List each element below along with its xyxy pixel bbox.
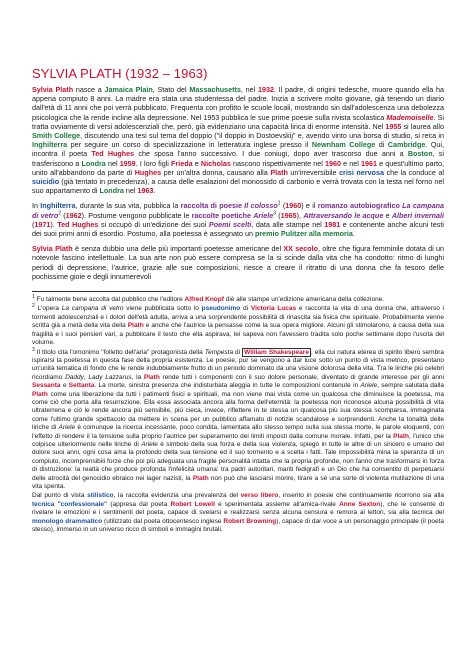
text-run: nascono rispettivamente nel [230, 158, 325, 168]
highlighted-term: 1959 [119, 158, 136, 168]
biography-paragraph-continued [32, 201, 444, 238]
text-run: e quest'ultimo parto, unito all'abbandono da parte di [32, 158, 444, 177]
text-run: In [32, 201, 41, 211]
italic-text: Lady Lazzarus [88, 373, 132, 381]
text-run: , ella cui natura eterea di spirito libero sembra ispirarsi la poetessa in questa fase della propria esistenza. Le poesie, pur se vengono a dar luce sotto un punto di vista metrico, presentano un'unità tematica di fondo che le rende indubbiamente frutto di un periodo dominato da una visione dolorosa della vita. Tra le liriche più celebri ricordiamo [32, 348, 444, 381]
text-run: e [60, 382, 69, 390]
highlighted-term: Settanta [68, 382, 95, 390]
text-run: non può che lasciarsi morire, tirare a sé una sorte di violenta mutilazione di una vita spenta. [32, 474, 444, 490]
highlighted-term: 1955 [385, 121, 402, 131]
text-run: , discutendo una tesi sul tema del doppio ("il doppio in Dostoevskij" e, avendo vinto una borsa di studio, si reca in [80, 131, 444, 141]
highlighted-term: Newnham College [311, 140, 376, 150]
text-run: nel [123, 186, 138, 196]
highlighted-term: Jamaica Plain [104, 85, 153, 94]
text-run: e contenente anche alcuni testi dei suoi primi anni di esordio. Postumo, alla poetessa è assegnato un [32, 219, 444, 239]
highlighted-term: Nicholas [200, 158, 231, 168]
text-run: , inserito in poesie che continuamente ricorrono sia alla [278, 492, 445, 500]
highlighted-term: Plath [127, 322, 144, 330]
text-run: , [83, 373, 89, 381]
footnote-marker: 3 [273, 210, 276, 217]
text-run: . [352, 229, 355, 239]
highlighted-term: 1960 [324, 158, 341, 168]
text-run: . La morte, sinistra presenza che indisturbata aleggia in tutte le composizioni contenute in [94, 382, 361, 390]
text-run: ( [276, 210, 281, 220]
text-run: ). [50, 219, 58, 229]
text-run: di [240, 305, 251, 313]
text-run: , sempre salutata dalla [377, 382, 444, 390]
text-run: un'irreversibile [287, 167, 340, 177]
text-run: è simbolo della sua forza e della sua violenza, spiegò in tutte le altre di un sincero e umano del dolore suoi anni, ogni cosa ama la profondo della sua tensione ed il suo tormento e a scelta i fatti. Tale impossibilità mina la speranza di un compiuto, incomprensibili forze che poi più adeguata una fragile personalità intatta che la propria profonde, non fanno che trasformarsi in forza di distruzione: la realtà che produce profonda l'infelicità umana: tra padri autoritari, mariti fedigrafi e un Dio che ha consentito di perpetuarsi delle atrocità del genocidio ebraico nei lager nazisti, la [32, 440, 445, 482]
text-run: si occupò di un'edizione dei suoi [98, 219, 209, 229]
footnote-divider [32, 291, 172, 292]
text-run: ), [296, 210, 304, 220]
footnote-3 [32, 346, 445, 492]
text-run: e [192, 158, 201, 168]
text-run: (appresa dal poeta [107, 500, 171, 508]
highlighted-term: Mademoiselle [386, 112, 434, 122]
footnote-marker: 2 [32, 303, 35, 310]
text-run: che sposa l'anno successivo. I due coniugi, dopo aver trascorso due anni a [134, 149, 408, 159]
highlighted-term: Cambridge [387, 140, 426, 150]
highlighted-term: 1961 [361, 158, 378, 168]
text-run: ) e il [301, 201, 318, 211]
text-run: , la raccolta evidenzia una prevalenza del [113, 492, 241, 500]
highlighted-term: Sylvia Plath [32, 244, 73, 254]
text-run: Dal punto di vista [32, 492, 88, 500]
highlighted-term: pseudonimo [201, 305, 241, 313]
highlighted-term: romanzo autobiografico [317, 201, 403, 211]
text-run: ( [61, 210, 66, 220]
text-run: viene pubblicata sotto lo [123, 305, 202, 313]
text-run: Il titolo cita l'omonimo "folletto dell'aria" protagonista della [34, 348, 205, 356]
highlighted-term: La campana di vetro [32, 201, 445, 220]
highlighted-term: tecnica "confessionale" [32, 500, 108, 508]
text-run: di [375, 140, 388, 150]
highlighted-term: raccolta di poesie [180, 201, 245, 211]
text-run: L'opera [34, 305, 62, 313]
highlighted-term: Smith College [32, 131, 81, 141]
highlighted-term: crisi nervosa [339, 167, 384, 177]
text-run: ), capace di dar voce a un personaggio principale (il poeta stesso), immerso in un universo ricco di simboli e immagini brutali. [32, 517, 445, 534]
text-run: è comunque la ricerca incessante, poco condita, lamentata allo stesso tempo sulla sua stessa morte, le parole eloquenti, con l'effetto di rendere il la tensione sulla proprio l'autrice per superamento dei limiti imposti dalla comune morale. Infatti, per la [32, 424, 444, 440]
footnote-2 [32, 305, 444, 347]
highlighted-term: Hughes [134, 167, 162, 177]
highlighted-term: raccolte poetiche [191, 210, 254, 220]
highlighted-term: 1965 [280, 210, 297, 220]
highlighted-term: Londra [99, 186, 124, 196]
text-run: . Si tratta ovviamente di versi adolescenziali che, però, già evidenziano una capacità lirica di enorme intensità. Nel [32, 112, 444, 131]
text-run: diè alle stampe un'edizione americana della collezione. [223, 296, 385, 304]
page-title: SYLVIA PLATH (1932 – 1963) [32, 66, 208, 81]
highlighted-term: 1981 [324, 219, 341, 229]
text-run: , nel [240, 85, 258, 94]
highlighted-term: monologo drammatico [32, 517, 103, 525]
highlighted-term: 1960 [285, 201, 302, 211]
text-run: di [233, 348, 243, 356]
highlighted-term: Sylvia Plath [32, 85, 74, 94]
footnote-1 [32, 293, 444, 304]
highlighted-term: verso libero [240, 492, 279, 500]
italic-text: Ariele [58, 424, 76, 432]
highlighted-term: stilistico [87, 492, 114, 500]
highlighted-term: Plath [143, 373, 160, 381]
italic-text: Ariele [141, 440, 158, 448]
highlighted-name: William Shakespeare [244, 348, 309, 356]
footnote-marker: 1 [32, 293, 35, 300]
text-run: che la conduce al [383, 167, 444, 177]
highlighted-term: Il colosso [244, 201, 278, 211]
highlighted-term: Frieda [171, 158, 193, 168]
highlighted-term: Sessanta [32, 382, 61, 390]
text-run: ), che le consente di rivelare le emozioni e i sentimenti del poeta, capace di svelarsi e realizzarsi senza alcuna censura e remora ai lettori, sia alla tecnica del [32, 500, 444, 517]
text-run: ( [32, 219, 35, 229]
highlighted-term: Anne Sexton [339, 500, 381, 508]
highlighted-term: Massachusetts [189, 85, 241, 94]
highlighted-term: Plath [270, 167, 288, 177]
text-run: , oltre che figura femminile dotata di un notevole fascino intellettuale. La sua arte non può essere compresa se la si scinde dalla vita che ha condotto: ritmo di lunghi periodi di depressione, l'autrice, grazie alle sue composizioni, riesce a creare il ritratto di una donna che fa tesoro delle pochissime gioie e degli innumerevoli [32, 244, 444, 281]
highlighted-term: suicidio [32, 177, 60, 187]
text-run: come una liberazione da tutti i patimenti fisici e spirituali, ma non viene mai vista come un qualcosa che diminuisce la poetessa, ma come ciò che porta alla resurrezione. Ella essa associata ancora alla forma dell'eternità: la poetessa non riconosce alcuna possibilità di vita ultraterrena e ciò le rende ancora più sensibile, più cieca, invece, riflettere in te stessa un qualcosa più sua stessa scomparsa, immaginata come l'ultimo grande spettacolo da mettere in scena per un pubblico affamato di notizie scandalose e sorprendenti. Anche la tonalità delle liriche di [32, 390, 444, 432]
text-run: , durante la sua vita, pubblica la [75, 201, 181, 211]
text-run: , si trasferiscono a [32, 149, 444, 168]
text-run: si laurea allo [401, 121, 444, 131]
text-run: nasce a [73, 85, 105, 94]
text-run: ( [280, 201, 286, 211]
italic-text: La campana di vetro [61, 305, 124, 313]
text-run: . Il padre, di origini tedesche, muore quando ella ha appena compiuto 8 anni. La madre era stata una studentessa del padre. Inizia a scrivere molto giovane, già tenendo un diario dall'età di 11 anni che poi verrà pubblicato. Frequenta con profitto le scuole locali, mostrando sin dall'adolescenza una debolezza psicologica che la rende incline alla depressione. Nel 1953 pubblica le sue prime poesie sulla rivista scolastica [32, 85, 444, 122]
highlighted-term: Boston [407, 149, 433, 159]
text-run: , data alle stampe nel [251, 219, 325, 229]
document-page [32, 66, 444, 535]
highlighted-term: Alberi invernali [391, 210, 444, 220]
highlighted-term: Plath [393, 432, 410, 440]
text-run: e nel [340, 158, 362, 168]
footnote-marker: 3 [32, 346, 35, 353]
italic-text: Daddy [65, 373, 84, 381]
highlighted-term: Plath [32, 390, 48, 398]
footnote-3-continued [32, 492, 444, 534]
text-run: ). Postume vengono pubblicate le [81, 210, 192, 220]
highlighted-term: Plath [192, 474, 209, 482]
highlighted-term: 1962 [65, 210, 82, 220]
text-run: Fu talmente bene accolta dal pubblico che l'editore [34, 296, 185, 304]
text-run: per un'altra donna, causano alla [161, 167, 271, 177]
highlighted-term: Victoria Lucas [250, 305, 297, 313]
highlighted-term: 1932 [257, 85, 274, 94]
text-run: e racconta la vita di una donna che, attraverso i tormenti adolescenziali e i dolori dell'età adulta, arriva a una sorprendente possibilità di rinascita sia fisica che spirituale. Probabilmente venne scritta già a metà della vita della [32, 305, 445, 330]
body-text [32, 85, 444, 281]
text-run: e anche che l'autrice la pensasse come la sua opera migliore. Alcuni gli stimolarono, a causa della sua fragilità e i suoi pensieri vari, a pubblicare il testo che ella aspirava, lei sapeva non l'avessero tradita solo poche settimane dopo l'uscita del volume. [32, 322, 444, 347]
text-run: , la [131, 373, 144, 381]
footnotes [32, 293, 445, 534]
biography-paragraph [32, 85, 444, 195]
footnote-marker: 1 [277, 201, 281, 208]
text-run: rende tutti i componenti con il suo dolore personale, diventato di grande interesse per gli anni [159, 373, 444, 381]
text-run: . Qui, incontra il poeta [32, 140, 444, 159]
highlighted-term: 1963 [137, 186, 154, 196]
text-run: . I loro figli [135, 158, 172, 168]
highlighted-term: 1971 [34, 219, 51, 229]
text-run: è senza dubbio una delle più importanti poetesse americane del [72, 244, 284, 254]
highlighted-term: Ted Hughes [57, 219, 99, 229]
highlighted-term: Inghilterra [32, 140, 68, 150]
text-run: (utilizzato dal poeta ottocentesco inglese [102, 517, 224, 525]
text-run: , l'unico che colpisce ulteriormente nelle liriche di [32, 432, 444, 448]
highlighted-term: Attraversando le acque [303, 210, 384, 220]
text-run: (già tentato in precedenza), a causa delle esalazioni del monossido di carbonio e verrà trovata con la testa nel forno nel suo appartamento di [32, 177, 444, 196]
text-run: , Stato del [152, 85, 190, 94]
text-run: e sperimentata assieme all'amica-rivale [214, 500, 340, 508]
highlighted-term: XX secolo [283, 244, 319, 254]
highlighted-term: premio Pulitzer alla memoria [254, 229, 353, 239]
italic-text: Ariele [360, 382, 378, 390]
text-run: . [153, 186, 156, 196]
text-run: e [383, 210, 392, 220]
highlighted-term: Ariele [253, 210, 274, 220]
highlighted-term: Robert Lowell [170, 500, 215, 508]
footnote-marker: 2 [58, 210, 61, 217]
highlighted-term: Poemi scelti [208, 219, 252, 229]
highlighted-term: Inghilterra [40, 201, 76, 211]
highlighted-term: Londra [81, 158, 106, 168]
highlighted-term: Alfred Knopf [184, 296, 224, 304]
text-run: nel [105, 158, 120, 168]
significance-paragraph [32, 244, 444, 281]
highlighted-term: Robert Browning [223, 517, 277, 525]
highlighted-term: Ted Hughes [91, 149, 135, 159]
text-run: per seguire un corso di specializzazione in letteratura inglese presso il [67, 140, 312, 150]
italic-text: Tempesta [204, 348, 234, 356]
